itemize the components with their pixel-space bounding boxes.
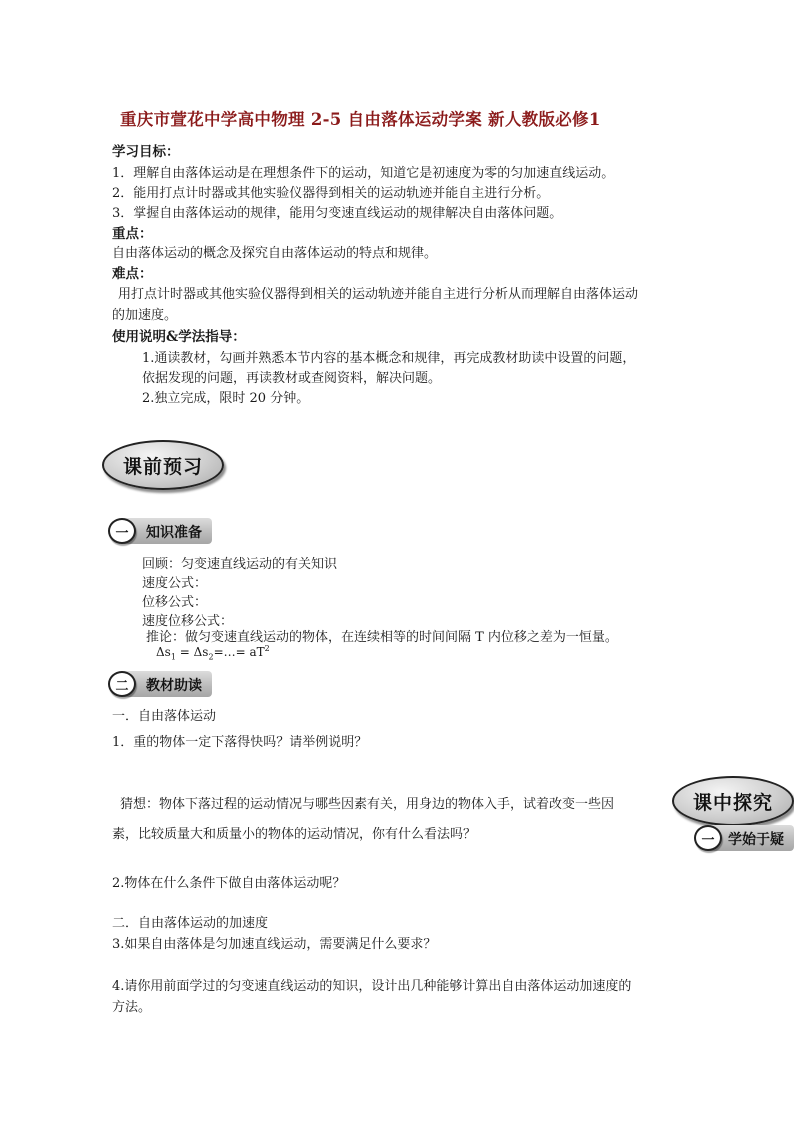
inference-formula (156, 644, 270, 661)
formula-label: 速度公式： (142, 576, 208, 591)
guess-text-cont: 素，比较质量大和质量小的物体的运动情况，你有什么看法吗？ (112, 827, 477, 842)
section-number: 一 (108, 518, 136, 544)
section-number: 二 (108, 671, 136, 697)
section-label: 学始于疑 (728, 832, 784, 848)
objective-item: 1．理解自由落体运动是在理想条件下的运动，知道它是初速度为零的匀加速直线运动。 (112, 166, 615, 181)
formula-label: 速度位移公式： (142, 614, 234, 629)
badge-explore: 课中探究 (672, 776, 794, 826)
usage-line: 1.通读教材，勾画并熟悉本节内容的基本概念和规律，再完成教材助读中设置的问题， (142, 351, 636, 366)
formula-sub: 1 (170, 652, 176, 662)
formula-sub: 2 (208, 652, 214, 662)
question-cont: 方法。 (112, 1000, 152, 1015)
objective-item: 2．能用打点计时器或其他实验仪器得到相关的运动轨迹并能自主进行分析。 (112, 186, 550, 201)
formula-eq: = (179, 645, 190, 659)
formula-label: 位移公式： (142, 595, 208, 610)
section-label: 教材助读 (146, 678, 202, 694)
formula-delta: Δs (193, 645, 209, 659)
question: 4.请你用前面学过的匀变速直线运动的知识，设计出几种能够计算出自由落体运动加速度的 (112, 979, 632, 994)
difficulty-heading: 难点： (112, 266, 153, 282)
usage-heading: 使用说明&学法指导： (112, 329, 246, 345)
formula-delta: Δs (156, 645, 171, 659)
formula-at: aT (249, 645, 265, 659)
section-label: 知识准备 (146, 525, 202, 541)
section-number: 一 (694, 825, 722, 851)
formula-sup: 2 (264, 644, 270, 653)
inference-line: 推论：做匀变速直线运动的物体，在连续相等的时间间隔 T 内位移之差为一恒量。 (146, 630, 618, 645)
usage-line: 依据发现的问题，再读教材或查阅资料，解决问题。 (142, 371, 442, 386)
key-point-text: 自由落体运动的概念及探究自由落体运动的特点和规律。 (112, 246, 438, 261)
review-line: 回顾：匀变速直线运动的有关知识 (142, 557, 338, 572)
question: 1．重的物体一定下落得快吗？请举例说明？ (112, 735, 368, 750)
formula-eq: =…= (213, 645, 246, 659)
question: 2.物体在什么条件下做自由落体运动呢？ (112, 876, 346, 891)
difficulty-text-cont: 的加速度。 (112, 308, 178, 323)
guess-text: 猜想：物体下落过程的运动情况与哪些因素有关，用身边的物体入手，试着改变一些因 (120, 797, 615, 812)
badge-preview: 课前预习 (102, 440, 224, 490)
question: 3.如果自由落体是匀加速直线运动，需要满足什么要求？ (112, 937, 437, 952)
objective-item: 3．掌握自由落体运动的规律，能用匀变速直线运动的规律解决自由落体问题。 (112, 206, 563, 221)
objectives-heading: 学习目标： (112, 144, 180, 160)
usage-line: 2.独立完成，限时 20 分钟。 (142, 391, 310, 406)
key-point-heading: 重点： (112, 226, 153, 242)
difficulty-text: 用打点计时器或其他实验仪器得到相关的运动轨迹并能自主进行分析从而理解自由落体运动 (118, 287, 639, 302)
subsection-heading: 二．自由落体运动的加速度 (112, 916, 269, 931)
subsection-heading: 一．自由落体运动 (112, 709, 217, 724)
page-title: 重庆市萱花中学高中物理 2-5 自由落体运动学案 新人教版必修1 (120, 110, 601, 129)
